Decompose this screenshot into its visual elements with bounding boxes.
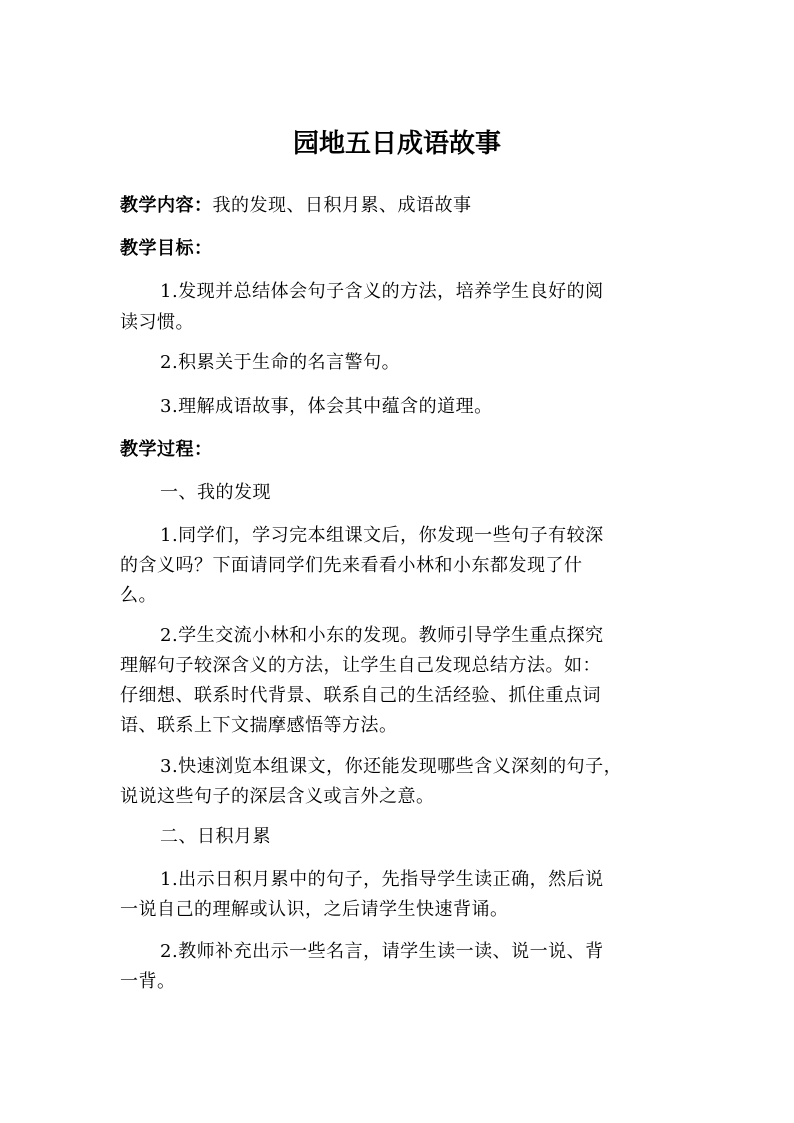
s1-item2-line-1: 2.学生交流小林和小东的发现。教师引导学生重点探究 xyxy=(160,625,604,646)
s1-item2-line-4: 语、联系上下文揣摩感悟等方法。 xyxy=(120,715,398,736)
goal-1-line-1: 1.发现并总结体会句子含义的方法，培养学生良好的阅 xyxy=(160,281,604,302)
s1-item1-line-1: 1.同学们，学习完本组课文后，你发现一些句子有较深 xyxy=(160,525,604,546)
s1-item3-line-1: 3.快速浏览本组课文，你还能发现哪些含义深刻的句子， xyxy=(160,756,623,777)
content-label: 教学内容： xyxy=(120,195,213,216)
goals-heading: 教学目标： xyxy=(120,238,213,259)
goal-3: 3.理解成语故事，体会其中蕴含的道理。 xyxy=(160,396,493,417)
s2-item1-line-1: 1.出示日积月累中的句子，先指导学生读正确，然后说 xyxy=(160,869,604,890)
section1-heading: 一、我的发现 xyxy=(160,482,271,503)
process-heading: 教学过程： xyxy=(120,439,213,460)
s2-item2-line-2: 一背。 xyxy=(120,971,176,992)
section2-heading: 二、日积月累 xyxy=(160,826,271,847)
s1-item1-line-3: 么。 xyxy=(120,585,157,606)
goal-1-line-2: 读习惯。 xyxy=(120,312,194,333)
s1-item1-line-2: 的含义吗？下面请同学们先来看看小林和小东都发现了什 xyxy=(120,555,583,576)
s2-item1-line-2: 一说自己的理解或认识，之后请学生快速背诵。 xyxy=(120,899,509,920)
s1-item3-line-2: 说说这些句子的深层含义或言外之意。 xyxy=(120,786,435,807)
content-line xyxy=(120,193,676,219)
s2-item2-line-1: 2.教师补充出示一些名言，请学生读一读、说一说、背 xyxy=(160,941,604,962)
s1-item2-line-3: 仔细想、联系时代背景、联系自己的生活经验、抓住重点词 xyxy=(120,685,601,706)
goal-2: 2.积累关于生命的名言警句。 xyxy=(160,352,401,373)
content-text: 我的发现、日积月累、成语故事 xyxy=(212,195,472,216)
s1-item2-line-2: 理解句子较深含义的方法，让学生自己发现总结方法。如： xyxy=(120,655,601,676)
document-title: 园地五日成语故事 xyxy=(292,129,501,159)
